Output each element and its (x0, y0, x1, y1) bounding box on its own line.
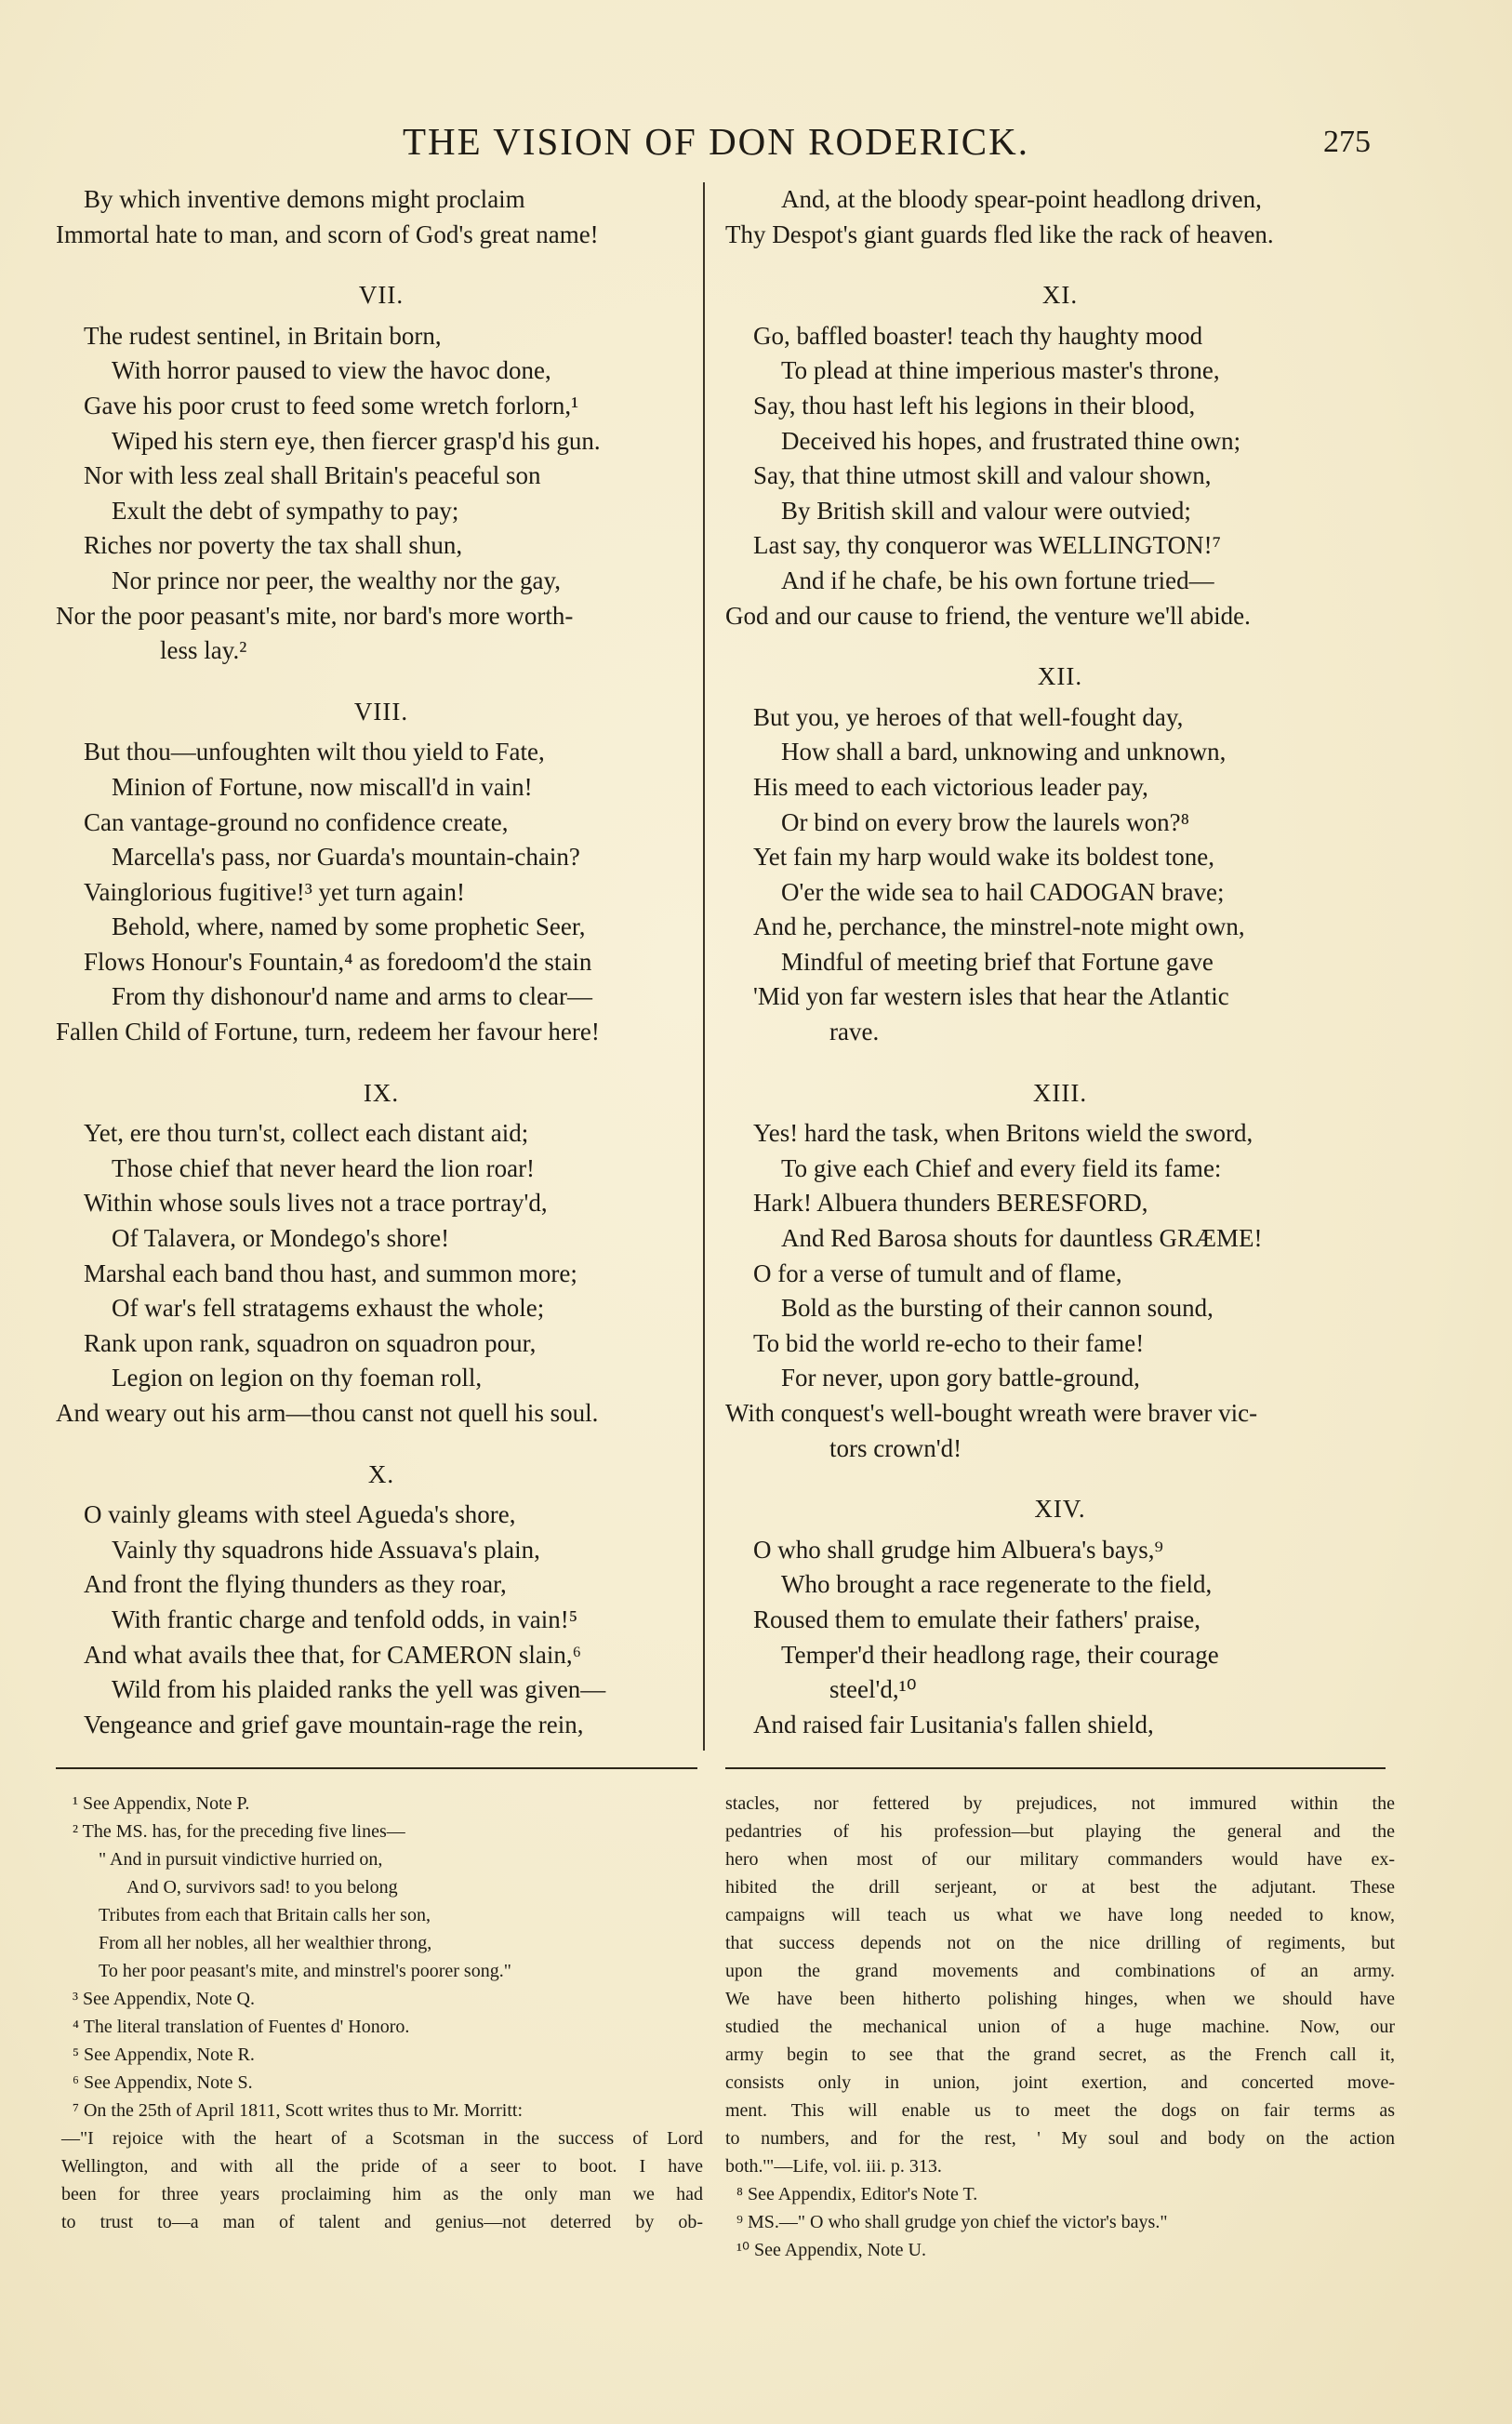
stanza (725, 1492, 1395, 1742)
verse-line: steel'd,¹⁰ (829, 1675, 917, 1704)
footnote-line: campaigns will teach us what we have long needed to know, (725, 1905, 1395, 1925)
verse-line: Of war's fell stratagems exhaust the whole; (112, 1294, 545, 1323)
verse-line: Can vantage-ground no confidence create, (84, 807, 509, 836)
footnote-line: ⁸ See Appendix, Editor's Note T. (736, 2184, 978, 2204)
verse-line: Vainglorious fugitive!³ yet turn again! (84, 877, 465, 906)
footnote-line: hero when most of our military commanders would have ex- (725, 1849, 1395, 1870)
verse-line: tors crown'd! (829, 1433, 962, 1462)
verse-line: How shall a bard, unknowing and unknown, (781, 738, 1227, 766)
verse-line: Flows Honour's Fountain,⁴ as foredoom'd the stain (84, 947, 592, 976)
verse-line: From thy dishonour'd name and arms to clear— (112, 982, 593, 1011)
verse-line: Wiped his stern eye, then fiercer grasp'd his gun. (112, 426, 601, 455)
verse-line: And if he chafe, be his own fortune tried— (781, 566, 1214, 594)
verse-line: O who shall grudge him Albuera's bays,⁹ (753, 1535, 1163, 1564)
stanza-number: XIV. (1034, 1495, 1086, 1524)
verse-line: Nor with less zeal shall Britain's peaceful son (84, 461, 541, 490)
footnote-quote-line: From all her nobles, all her wealthier throng, (99, 1933, 432, 1953)
footnote-quote-line: " And in pursuit vindictive hurried on, (99, 1849, 383, 1870)
verse-line: With horror paused to view the havoc done, (112, 356, 551, 385)
stanza (725, 659, 1395, 1050)
verse-line: Rank upon rank, squadron on squadron pour, (84, 1328, 537, 1357)
footnote-line: Wellington, and with all the pride of a seer to boot. I have (61, 2156, 703, 2177)
stanza-number: IX. (363, 1078, 400, 1107)
footnotes-right (725, 1790, 1395, 2264)
footnote-quote-line: Tributes from each that Britain calls her son, (99, 1905, 431, 1925)
verse-line: Nor prince nor peer, the wealthy nor the gay, (112, 566, 561, 594)
footnote-line: ³ See Appendix, Note Q. (73, 1989, 255, 2009)
verse-line: For never, upon gory battle-ground, (781, 1364, 1140, 1392)
stanza-number: XIII. (1032, 1078, 1088, 1107)
left-poem-column (56, 182, 707, 1768)
footnote-quote-line: And O, survivors sad! to you belong (126, 1877, 398, 1898)
verse-line: Minion of Fortune, now miscall'd in vain! (112, 772, 533, 801)
stanza-number: VIII. (353, 697, 409, 726)
stanza-number: X. (367, 1459, 395, 1488)
verse-line: Go, baffled boaster! teach thy haughty mood (753, 321, 1203, 350)
footnotes-left (61, 1790, 703, 2236)
footnote-line: ⁶ See Appendix, Note S. (73, 2072, 253, 2093)
verse-line: Last say, thy conqueror was WELLINGTON!⁷ (753, 531, 1222, 560)
running-title: THE VISION OF DON RODERICK. (403, 120, 1029, 163)
verse-line: To bid the world re-echo to their fame! (753, 1328, 1145, 1357)
verse-line: Wild from his plaided ranks the yell was given— (112, 1675, 606, 1704)
verse-line: rave. (829, 1018, 880, 1046)
page-number: 275 (1323, 125, 1371, 159)
verse-line: Say, that thine utmost skill and valour shown, (753, 461, 1212, 490)
footnote-line: pedantries of his profession—but playing the general and the (725, 1821, 1395, 1842)
verse-line: Nor the poor peasant's mite, nor bard's more worth- (56, 601, 574, 630)
verse-line: Bold as the bursting of their cannon sound, (781, 1294, 1214, 1323)
verse-line: Vengeance and grief gave mountain-rage the rein, (84, 1710, 584, 1738)
verse-line: O'er the wide sea to hail CADOGAN brave; (781, 877, 1225, 906)
stanza (56, 278, 707, 669)
stanza-number: VII. (358, 281, 405, 310)
running-head (0, 119, 1512, 175)
verse-line: And, at the bloody spear-point headlong driven, (781, 185, 1262, 213)
verse-line: And raised fair Lusitania's fallen shield, (753, 1710, 1154, 1738)
footnote-line: that success depends not on the nice drilling of regiments, but (725, 1933, 1395, 1953)
stanza (725, 278, 1395, 633)
verse-line: Vainly thy squadrons hide Assuava's plain, (112, 1535, 540, 1564)
verse-line: Of Talavera, or Mondego's shore! (112, 1224, 450, 1253)
stanza (56, 1076, 707, 1432)
footnote-line: ment. This will enable us to meet the dogs on fair terms as (725, 2100, 1395, 2121)
verse-line: O vainly gleams with steel Agueda's shore, (84, 1500, 516, 1529)
verse-line: But thou—unfoughten wilt thou yield to Fate, (84, 738, 545, 766)
footnote-line: been for three years proclaiming him as the only man we had (61, 2184, 703, 2204)
verse-line: Those chief that never heard the lion roar! (112, 1153, 536, 1182)
verse-line: Yet, ere thou turn'st, collect each distant aid; (84, 1119, 529, 1148)
stanza (56, 695, 707, 1050)
verse-line: less lay.² (160, 636, 247, 665)
verse-line: And weary out his arm—thou canst not quell his soul. (56, 1399, 599, 1427)
verse-line: And Red Barosa shouts for dauntless GRÆME! (781, 1224, 1263, 1253)
footnote-quote-line: To her poor peasant's mite, and minstrel's poorer song." (99, 1961, 511, 1981)
stanza-number: XII. (1037, 662, 1083, 691)
verse-line: Thy Despot's giant guards fled like the rack of heaven. (725, 220, 1274, 248)
verse-line: By British skill and valour were outvied; (781, 496, 1191, 525)
verse-line: Temper'd their headlong rage, their courage (781, 1640, 1219, 1669)
verse-line: By which inventive demons might proclaim (84, 185, 525, 213)
verse-line: Who brought a race regenerate to the field, (781, 1570, 1213, 1599)
footnote-line: ⁵ See Appendix, Note R. (73, 2044, 255, 2065)
verse-line: God and our cause to friend, the venture we'll abide. (725, 601, 1251, 630)
verse-line: Mindful of meeting brief that Fortune gave (781, 947, 1214, 976)
verse-line: To plead at thine imperious master's throne, (781, 356, 1220, 385)
footnote-line: —"I rejoice with the heart of a Scotsman in the success of Lord (61, 2128, 703, 2149)
verse-line: His meed to each victorious leader pay, (753, 772, 1148, 801)
verse-line: With conquest's well-bought wreath were braver vic- (725, 1399, 1258, 1427)
verse-line: Yes! hard the task, when Britons wield the sword, (753, 1119, 1253, 1148)
verse-line: Legion on legion on thy foeman roll, (112, 1364, 483, 1392)
verse-line: Exult the debt of sympathy to pay; (112, 496, 459, 525)
verse-line: Say, thou hast left his legions in their blood, (753, 391, 1196, 420)
footnote-line: ⁷ On the 25th of April 1811, Scott writes thus to Mr. Morritt: (73, 2100, 523, 2121)
footnote-line: ⁹ MS.—" O who shall grudge yon chief the victor's bays." (736, 2212, 1168, 2232)
footnote-rule-right (725, 1767, 1386, 1769)
verse-line: Behold, where, named by some prophetic Seer, (112, 912, 586, 941)
footnote-line: to numbers, and for the rest, ' My soul and body on the action (725, 2128, 1395, 2149)
stanza (725, 1076, 1395, 1467)
footnote-line: We have been hitherto polishing hinges, when we should have (725, 1989, 1395, 2009)
continuation-lines (56, 182, 707, 252)
footnote-line: both.'"—Life, vol. iii. p. 313. (725, 2156, 942, 2177)
stanza-number: XI. (1041, 281, 1079, 310)
verse-line: Or bind on every brow the laurels won?⁸ (781, 807, 1190, 836)
verse-line: Yet fain my harp would wake its boldest tone, (753, 843, 1214, 872)
footnote-line: army begin to see that the grand secret, as the French call it, (725, 2044, 1395, 2065)
verse-line: Within whose souls lives not a trace portray'd, (84, 1189, 548, 1218)
footnote-rule-left (56, 1767, 697, 1769)
footnote-line: hibited the drill serjeant, or at best the adjutant. These (725, 1877, 1395, 1898)
verse-line: O for a verse of tumult and of flame, (753, 1259, 1122, 1287)
verse-line: And he, perchance, the minstrel-note might own, (753, 912, 1245, 941)
footnote-line: upon the grand movements and combinations of an army. (725, 1961, 1395, 1981)
verse-line: The rudest sentinel, in Britain born, (84, 321, 442, 350)
verse-line: Riches nor poverty the tax shall shun, (84, 531, 463, 560)
stanza (56, 1458, 707, 1743)
footnote-line: stacles, nor fettered by prejudices, not immured within the (725, 1793, 1395, 1814)
footnote-line: to trust to—a man of talent and genius—not deterred by ob- (61, 2212, 703, 2232)
verse-line: Marshal each band thou hast, and summon more; (84, 1259, 577, 1287)
right-poem-column (725, 182, 1395, 1768)
verse-line: Marcella's pass, nor Guarda's mountain-chain? (112, 843, 580, 872)
verse-line: Fallen Child of Fortune, turn, redeem her favour here! (56, 1018, 600, 1046)
footnote-line: consists only in union, joint exertion, and concerted move- (725, 2072, 1395, 2093)
verse-line: And what avails thee that, for CAMERON slain,⁶ (84, 1640, 582, 1669)
footnote-line: ¹ See Appendix, Note P. (73, 1793, 250, 1814)
column-divider (703, 182, 705, 1751)
verse-line: Immortal hate to man, and scorn of God's great name! (56, 220, 599, 248)
footnote-line: studied the mechanical union of a huge machine. Now, our (725, 2017, 1395, 2037)
verse-line: Roused them to emulate their fathers' praise, (753, 1605, 1200, 1633)
verse-line: Gave his poor crust to feed some wretch forlorn,¹ (84, 391, 579, 420)
verse-line: Deceived his hopes, and frustrated thine own; (781, 426, 1241, 455)
footnote-line: ⁴ The literal translation of Fuentes d' Honoro. (73, 2017, 410, 2037)
footnote-line: ¹⁰ See Appendix, Note U. (736, 2240, 926, 2260)
verse-line: With frantic charge and tenfold odds, in vain!⁵ (112, 1605, 578, 1633)
verse-line: 'Mid yon far western isles that hear the Atlantic (753, 982, 1229, 1011)
verse-line: To give each Chief and every field its fame: (781, 1153, 1222, 1182)
verse-line: Hark! Albuera thunders BERESFORD, (753, 1189, 1148, 1218)
verse-line: And front the flying thunders as they roar, (84, 1570, 507, 1599)
continuation-lines (725, 182, 1395, 252)
footnote-line: ² The MS. has, for the preceding five lines— (73, 1821, 405, 1842)
verse-line: But you, ye heroes of that well-fought day, (753, 702, 1184, 731)
